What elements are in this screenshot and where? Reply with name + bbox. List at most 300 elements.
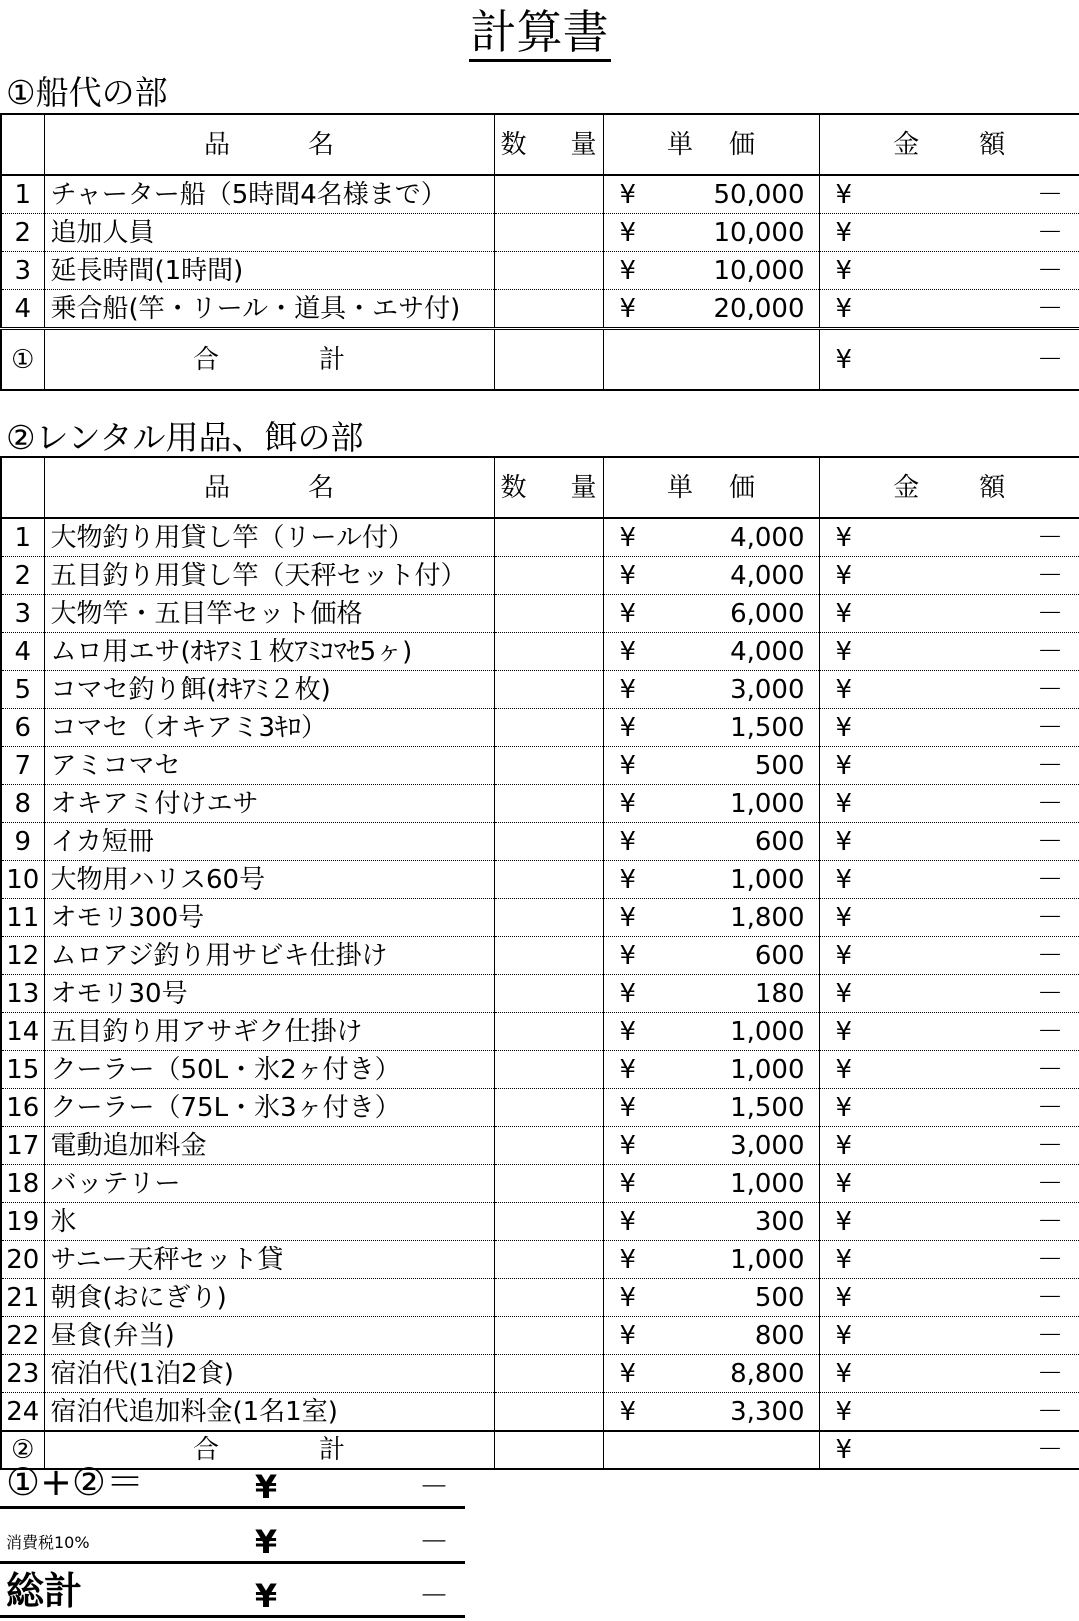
unit-price-cell [603,1013,819,1051]
quantity-cell[interactable] [494,1013,603,1051]
unit-price-cell [603,1203,819,1241]
yen-sign: ¥ [254,1577,278,1615]
unit-price-cell [603,1127,819,1165]
amount-cell [819,557,1079,595]
amount-cell [819,633,1079,671]
table-row [1,747,1079,785]
yen-sign: ¥ [835,1168,853,1199]
total-price-cell [603,1431,819,1469]
yen-sign: ¥ [835,636,853,667]
quantity-cell[interactable] [494,1165,603,1203]
quantity-cell[interactable] [494,1089,603,1127]
table-row [1,214,1079,252]
unit-price: 3,000 [730,674,805,705]
amount-cell [819,518,1079,557]
item-name: コマセ（オキアミ3ｷﾛ） [44,709,494,747]
row-number: 22 [1,1317,44,1355]
unit-price: 20,000 [713,293,805,324]
item-name: 延長時間(1時間) [44,252,494,290]
amount-cell [819,671,1079,709]
quantity-cell[interactable] [494,633,603,671]
yen-sign: ¥ [619,1016,637,1047]
subtotal-label: ①+②＝ [6,1460,144,1504]
amount-cell [819,1355,1079,1393]
unit-price-cell [603,1279,819,1317]
table-row [1,1013,1079,1051]
yen-sign: ¥ [835,864,853,895]
header-name: 品 名 [44,114,494,175]
grand-total-value: － [419,1579,449,1614]
amount-value: － [1036,1130,1063,1161]
row-number: 12 [1,937,44,975]
quantity-cell[interactable] [494,1127,603,1165]
item-name: 宿泊代(1泊2食) [44,1355,494,1393]
unit-price: 6,000 [730,598,805,629]
yen-sign: ¥ [619,598,637,629]
row-number: 7 [1,747,44,785]
row-number: 10 [1,861,44,899]
yen-sign: ¥ [835,750,853,781]
yen-sign: ¥ [835,293,853,324]
table-row [1,290,1079,329]
unit-price-cell [603,1393,819,1432]
quantity-cell[interactable] [494,975,603,1013]
amount-cell [819,1241,1079,1279]
item-name: サニー天秤セット貸 [44,1241,494,1279]
unit-price: 10,000 [713,217,805,248]
item-name: クーラー（75L・氷3ヶ付き） [44,1089,494,1127]
unit-price-cell [603,290,819,329]
unit-price-cell [603,823,819,861]
quantity-cell[interactable] [494,518,603,557]
amount-value: － [1036,788,1063,819]
yen-sign: ¥ [835,826,853,857]
yen-sign: ¥ [835,1358,853,1389]
yen-sign: ¥ [835,179,853,210]
total-row [1,329,1079,391]
item-name: 朝食(おにぎり) [44,1279,494,1317]
row-number: 1 [1,175,44,214]
amount-cell [819,1013,1079,1051]
row-number: 1 [1,518,44,557]
unit-price-cell [603,747,819,785]
quantity-cell[interactable] [494,937,603,975]
amount-value: － [1036,750,1063,781]
item-name: アミコマセ [44,747,494,785]
item-name: 電動追加料金 [44,1127,494,1165]
amount-value: － [1036,712,1063,743]
total-number: ② [1,1431,44,1469]
item-name: 昼食(弁当) [44,1317,494,1355]
amount-value: － [1036,674,1063,705]
amount-value: － [1036,255,1063,286]
item-name: 追加人員 [44,214,494,252]
unit-price: 3,000 [730,1130,805,1161]
table-row [1,1203,1079,1241]
table-row [1,785,1079,823]
yen-sign: ¥ [835,522,853,553]
yen-sign: ¥ [619,1092,637,1123]
amount-cell [819,1051,1079,1089]
yen-sign: ¥ [835,1054,853,1085]
quantity-cell[interactable] [494,1051,603,1089]
yen-sign: ¥ [619,864,637,895]
amount-cell [819,290,1079,329]
unit-price-cell [603,937,819,975]
yen-sign: ¥ [835,344,853,375]
item-name: 大物用ハリス60号 [44,861,494,899]
table-row [1,175,1079,214]
yen-sign: ¥ [835,560,853,591]
amount-value: － [1036,560,1063,591]
item-name: 五目釣り用アサギク仕掛け [44,1013,494,1051]
total-quantity-cell [494,1431,603,1469]
tax-label: 消費税10% [6,1533,90,1552]
quantity-cell[interactable] [494,747,603,785]
quantity-cell[interactable] [494,1317,603,1355]
amount-value: － [1036,902,1063,933]
row-number: 15 [1,1051,44,1089]
unit-price: 4,000 [730,636,805,667]
item-name: 宿泊代追加料金(1名1室) [44,1393,494,1432]
amount-cell [819,1317,1079,1355]
charter-table [0,113,1079,391]
quantity-cell[interactable] [494,1279,603,1317]
yen-sign: ¥ [619,1054,637,1085]
amount-value: － [1036,293,1063,324]
unit-price: 50,000 [713,179,805,210]
amount-cell [819,1203,1079,1241]
row-number: 18 [1,1165,44,1203]
unit-price-cell [603,899,819,937]
unit-price-cell [603,975,819,1013]
item-name: オキアミ付けエサ [44,785,494,823]
unit-price: 1,000 [730,788,805,819]
yen-sign: ¥ [619,522,637,553]
item-name: オモリ30号 [44,975,494,1013]
header-amount: 金 額 [819,114,1079,175]
row-number: 3 [1,595,44,633]
amount-cell [819,823,1079,861]
amount-value: － [1036,1396,1063,1427]
total-value: － [1036,344,1063,375]
unit-price: 600 [754,826,805,857]
row-number: 2 [1,214,44,252]
quantity-cell[interactable] [494,709,603,747]
amount-cell [819,1393,1079,1432]
yen-sign: ¥ [619,826,637,857]
document-title: 計算書 [0,2,1079,62]
amount-value: － [1036,1092,1063,1123]
yen-sign: ¥ [835,788,853,819]
header-name: 品 名 [44,457,494,518]
table-header [1,114,1079,175]
amount-value: － [1036,1054,1063,1085]
table-row [1,709,1079,747]
unit-price: 3,300 [730,1396,805,1427]
yen-sign: ¥ [835,1206,853,1237]
total-number: ① [1,329,44,391]
table-row [1,1393,1079,1432]
total-quantity-cell [494,329,603,391]
yen-sign: ¥ [619,788,637,819]
table-row [1,252,1079,290]
yen-sign: ¥ [619,1320,637,1351]
unit-price: 1,500 [730,1092,805,1123]
yen-sign: ¥ [619,674,637,705]
unit-price-cell [603,214,819,252]
row-number: 13 [1,975,44,1013]
yen-sign: ¥ [254,1468,278,1506]
row-number: 6 [1,709,44,747]
table-row [1,861,1079,899]
table-row [1,1051,1079,1089]
yen-sign: ¥ [835,217,853,248]
table-header [1,457,1079,518]
table-row [1,633,1079,671]
quantity-cell[interactable] [494,1203,603,1241]
amount-value: － [1036,978,1063,1009]
unit-price: 1,000 [730,1054,805,1085]
table-row [1,1355,1079,1393]
unit-price-cell [603,671,819,709]
yen-sign: ¥ [619,1396,637,1427]
yen-sign: ¥ [619,1282,637,1313]
total-price-cell [603,329,819,391]
amount-cell [819,252,1079,290]
table-row [1,1279,1079,1317]
amount-cell [819,899,1079,937]
yen-sign: ¥ [619,636,637,667]
unit-price-cell [603,595,819,633]
yen-sign: ¥ [619,179,637,210]
row-number: 9 [1,823,44,861]
unit-price: 600 [754,940,805,971]
amount-value: － [1036,636,1063,667]
unit-price: 1,800 [730,902,805,933]
yen-sign: ¥ [835,1320,853,1351]
header-price: 単 価 [603,457,819,518]
yen-sign: ¥ [835,598,853,629]
unit-price: 4,000 [730,560,805,591]
quantity-cell[interactable] [494,1355,603,1393]
yen-sign: ¥ [619,1206,637,1237]
amount-value: － [1036,217,1063,248]
item-name: ムロアジ釣り用サビキ仕掛け [44,937,494,975]
unit-price: 4,000 [730,522,805,553]
row-number: 3 [1,252,44,290]
yen-sign: ¥ [835,1244,853,1275]
table-row [1,937,1079,975]
row-number: 21 [1,1279,44,1317]
unit-price: 1,500 [730,712,805,743]
item-name: 大物竿・五目竿セット価格 [44,595,494,633]
unit-price-cell [603,518,819,557]
table-row [1,1165,1079,1203]
yen-sign: ¥ [619,560,637,591]
amount-value: － [1036,522,1063,553]
amount-value: － [1036,1206,1063,1237]
tax-row [0,1513,465,1564]
amount-value: － [1036,598,1063,629]
row-number: 16 [1,1089,44,1127]
quantity-cell[interactable] [494,595,603,633]
table-row [1,975,1079,1013]
yen-sign: ¥ [835,1016,853,1047]
yen-sign: ¥ [619,1358,637,1389]
yen-sign: ¥ [619,750,637,781]
table-row [1,823,1079,861]
yen-sign: ¥ [619,1244,637,1275]
amount-cell [819,709,1079,747]
total-label: 合 計 [44,329,494,391]
yen-sign: ¥ [835,1092,853,1123]
total-label: 合 計 [44,1431,494,1469]
amount-value: － [1036,1282,1063,1313]
unit-price: 180 [754,978,805,1009]
table-row [1,595,1079,633]
total-amount-cell [819,1431,1079,1469]
unit-price: 1,000 [730,1016,805,1047]
amount-cell [819,975,1079,1013]
quantity-cell[interactable] [494,785,603,823]
unit-price-cell [603,1089,819,1127]
amount-cell [819,595,1079,633]
row-number: 14 [1,1013,44,1051]
row-number: 2 [1,557,44,595]
grand-total-label: 総計 [6,1569,83,1613]
unit-price: 1,000 [730,864,805,895]
yen-sign: ¥ [835,674,853,705]
total-amount-cell [819,329,1079,391]
yen-sign: ¥ [619,293,637,324]
item-name: オモリ300号 [44,899,494,937]
row-number: 24 [1,1393,44,1432]
item-name: ムロ用エサ(ｵｷｱﾐ１枚ｱﾐｺﾏｾ5ヶ) [44,633,494,671]
amount-cell [819,214,1079,252]
amount-value: － [1036,1016,1063,1047]
table-row [1,1241,1079,1279]
quantity-cell[interactable] [494,1241,603,1279]
yen-sign: ¥ [835,902,853,933]
yen-sign: ¥ [835,255,853,286]
header-no [1,457,44,518]
item-name: 乗合船(竿・リール・道具・エサ付) [44,290,494,329]
yen-sign: ¥ [835,940,853,971]
item-name: イカ短冊 [44,823,494,861]
yen-sign: ¥ [835,1130,853,1161]
yen-sign: ¥ [619,255,637,286]
amount-value: － [1036,940,1063,971]
yen-sign: ¥ [619,902,637,933]
quantity-cell[interactable] [494,899,603,937]
unit-price-cell [603,557,819,595]
row-number: 4 [1,290,44,329]
unit-price: 1,000 [730,1168,805,1199]
rental-table [0,456,1079,1470]
quantity-cell[interactable] [494,252,603,290]
amount-cell [819,747,1079,785]
table-row [1,1127,1079,1165]
subtotal-row [0,1458,465,1509]
unit-price: 500 [754,750,805,781]
amount-cell [819,937,1079,975]
row-number: 19 [1,1203,44,1241]
item-name: 氷 [44,1203,494,1241]
unit-price-cell [603,633,819,671]
header-qty: 数 量 [494,114,603,175]
item-name: コマセ釣り餌(ｵｷｱﾐ２枚) [44,671,494,709]
quantity-cell[interactable] [494,290,603,329]
unit-price-cell [603,861,819,899]
row-number: 20 [1,1241,44,1279]
total-value: － [1036,1435,1063,1465]
unit-price-cell [603,1355,819,1393]
amount-value: － [1036,864,1063,895]
yen-sign: ¥ [619,978,637,1009]
row-number: 4 [1,633,44,671]
amount-value: － [1036,826,1063,857]
amount-value: － [1036,1244,1063,1275]
amount-cell [819,1279,1079,1317]
yen-sign: ¥ [619,217,637,248]
row-number: 8 [1,785,44,823]
quantity-cell[interactable] [494,671,603,709]
amount-value: － [1036,179,1063,210]
quantity-cell[interactable] [494,175,603,214]
unit-price-cell [603,785,819,823]
amount-value: － [1036,1320,1063,1351]
yen-sign: ¥ [835,978,853,1009]
unit-price: 1,000 [730,1244,805,1275]
table-row [1,899,1079,937]
unit-price-cell [603,1165,819,1203]
table-row [1,518,1079,557]
yen-sign: ¥ [835,1435,853,1465]
amount-cell [819,1127,1079,1165]
quantity-cell[interactable] [494,1393,603,1432]
yen-sign: ¥ [619,940,637,971]
quantity-cell[interactable] [494,861,603,899]
item-name: チャーター船（5時間4名様まで） [44,175,494,214]
section1-title: ①船代の部 [6,73,168,112]
quantity-cell[interactable] [494,214,603,252]
header-qty: 数 量 [494,457,603,518]
row-number: 5 [1,671,44,709]
yen-sign: ¥ [835,712,853,743]
amount-value: － [1036,1358,1063,1389]
unit-price-cell [603,1051,819,1089]
unit-price-cell [603,175,819,214]
amount-cell [819,1089,1079,1127]
item-name: クーラー（50L・氷2ヶ付き） [44,1051,494,1089]
table-row [1,1317,1079,1355]
yen-sign: ¥ [619,712,637,743]
table-row [1,557,1079,595]
unit-price-cell [603,252,819,290]
grand-total-row [0,1567,465,1618]
item-name: 大物釣り用貸し竿（リール付） [44,518,494,557]
yen-sign: ¥ [619,1130,637,1161]
unit-price-cell [603,1317,819,1355]
unit-price: 300 [754,1206,805,1237]
quantity-cell[interactable] [494,557,603,595]
amount-cell [819,861,1079,899]
row-number: 23 [1,1355,44,1393]
subtotal-value: － [419,1470,449,1505]
quantity-cell[interactable] [494,823,603,861]
header-amount: 金 額 [819,457,1079,518]
